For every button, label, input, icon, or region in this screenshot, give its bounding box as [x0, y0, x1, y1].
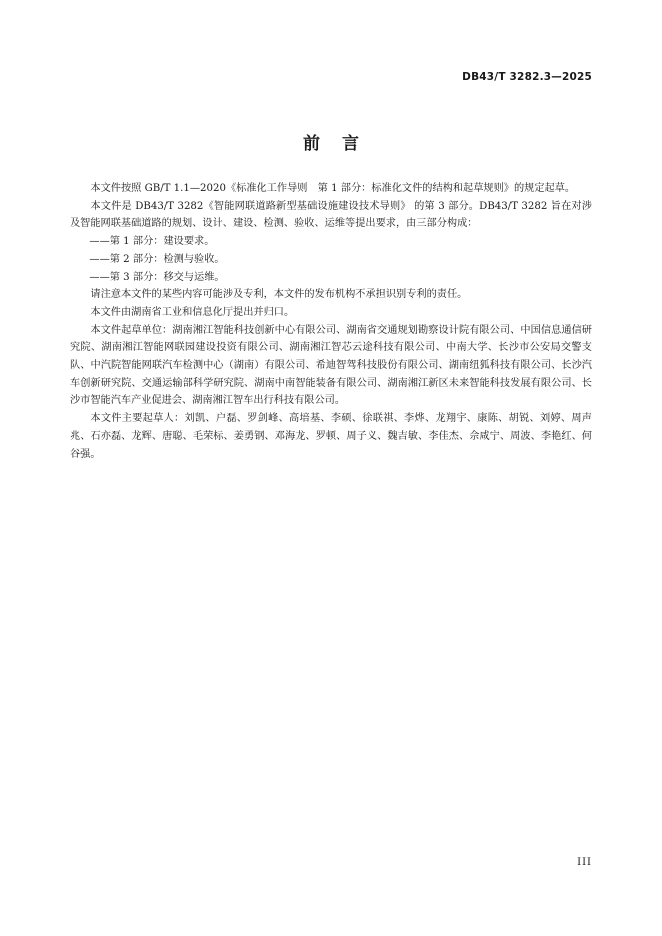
paragraph-document-part: 本文件是 DB43/T 3282《智能网联道路新型基础设施建设技术导则》 的第 3 部分。DB43/T 3282 旨在对涉及智能网联基础道路的规划、设计、建设、检测、验收、运维等提出要求，由三部分构成： [70, 200, 592, 230]
page-number: III [577, 857, 592, 868]
paragraph-drafting-basis: 本文件按照 GB/T 1.1—2020《标准化工作导则 第 1 部分：标准化文件的结构和起草规则》的规定起草。 [90, 183, 576, 194]
list-item-part-2: ——第 2 部分：检测与验收。 [89, 253, 225, 265]
document-id-header: DB43/T 3282.3—2025 [462, 71, 592, 83]
foreword-body [70, 180, 592, 463]
paragraph-patent-notice: 请注意本文件的某些内容可能涉及专利，本文件的发布机构不承担识别专利的责任。 [90, 289, 468, 301]
page-title: 前言 [303, 134, 381, 154]
paragraph-proposer: 本文件由湖南省工业和信息化厅提出并归口。 [90, 306, 295, 318]
paragraph-drafting-organizations: 本文件起草单位：湖南湘江智能科技创新中心有限公司、湖南省交通规划勘察设计院有限公司、中国信息通信研究院、湖南湘江智能网联园建设投资有限公司、湖南湘江智芯云途科技有限公司、中南大学、长沙市公安局交警支队、中汽院智能网联汽车检测中心（湖南）有限公司、希迪智驾科技股份有限公司、湖南纽狐科技有限公司、长沙汽车创新研究院、交通运输部科学研究院、湖南中南智能装备有限公司、湖南湘江新区未来智能科技发展有限公司、长沙市智能汽车产业促进会、湖南湘江智车出行科技有限公司。 [70, 324, 592, 407]
list-item-part-3: ——第 3 部分：移交与运维。 [89, 271, 225, 283]
list-item-part-1: ——第 1 部分：建设要求。 [89, 236, 215, 248]
paragraph-drafters: 本文件主要起草人：刘凯、户磊、罗剑峰、高培基、李硕、徐联祺、李烨、龙翔宇、康陈、胡锐、刘婷、周声兆、石亦磊、龙辉、唐聪、毛荣标、姜勇钢、邓海龙、罗顿、周子义、魏吉敏、李佳杰、佘咸宁、周波、李艳红、何谷强。 [70, 413, 592, 460]
